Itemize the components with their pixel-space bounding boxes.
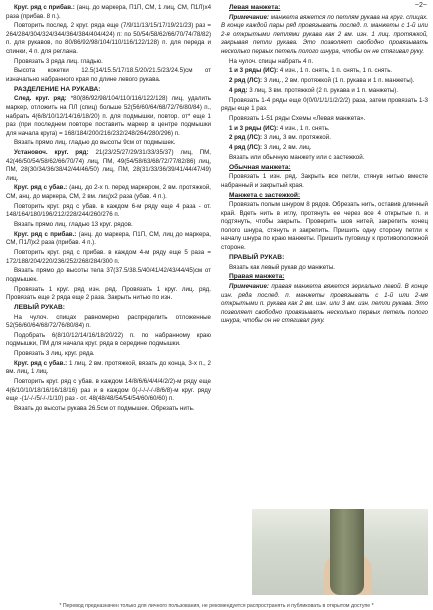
instruction-paragraph: [221, 77, 428, 86]
paragraph-text: 1 лиц, 2 вм. протяжкой, вязать до конца, 3-х п., 2 вм. лиц, 1 лиц.: [6, 359, 211, 376]
instruction-paragraph: [221, 115, 428, 124]
instruction-paragraph: [221, 144, 428, 153]
paragraph-text: Вязать прямо лиц. гладью 13 круг. рядов.: [14, 221, 133, 228]
paragraph-text: 3 лиц, 3 вм. протяжкой (2 п. рукава и 1 п. манжеты).: [247, 86, 399, 94]
instruction-paragraph: [6, 67, 211, 84]
instruction-paragraph: [6, 350, 211, 359]
row-label: Установоч. круг. ряд:: [14, 149, 89, 157]
paragraph-text: Повторить круг. ряд с убав. в каждом 6-м ряду еще 4 раза - от. 148/164/180/196/212/228/244/260/276 п.: [6, 202, 211, 219]
instruction-paragraph: [221, 264, 428, 273]
row-label: 2 ряд (ЛС):: [229, 77, 263, 85]
paragraph-text: Вязать прямо лиц. гладью до высоты 9см от подмышек.: [14, 139, 176, 147]
heading-text: Правая манжета:: [229, 273, 285, 281]
paragraph-text: Провязать 1-4 ряды еще 0(0/0/1/1/1/2/2/2) раза, затем провязать 1-3 ряды еще 1 раз.: [221, 96, 428, 113]
instruction-paragraph: [6, 332, 211, 349]
instruction-paragraph: [6, 360, 211, 377]
row-label: 4 ряд (ЛС):: [229, 144, 263, 152]
note-paragraph: [221, 283, 428, 326]
row-label: 2 ряд (ЛС):: [229, 134, 263, 142]
section-heading: [221, 254, 428, 263]
page-number: ~2~: [414, 2, 427, 9]
paragraph-text: 3 лиц., 2 вм. протяжкой (1 п. рукава и 1 п. манжеты).: [262, 77, 415, 85]
instruction-paragraph: [221, 97, 428, 114]
instruction-paragraph: [6, 286, 211, 303]
paragraph-text: Подобрать 6(8/10/12/14/16/18/20/22) п. по набранному краю подмышки, ПМ для начала круг. ряда в середине подмышки.: [6, 331, 211, 348]
paragraph-text: Вязать прямо до высоты тела 37(37.5/38.5/40/41/42/43/44/45)см от подмышек.: [6, 267, 211, 283]
instruction-paragraph: [6, 231, 211, 248]
section-heading: [221, 164, 428, 173]
heading-text: РАЗДЕЛЕНИЕ НА РУКАВА:: [14, 85, 101, 93]
instruction-paragraph: [6, 4, 211, 21]
paragraph-text: *80(86/92/98/104/110/116/122/128) лиц, удалить маркер, отложить на ПЛ (спиц) больше 52(56/60/64/68/72/76/80/84) п., набрать 4(6/8/10/12/14/16/18/20) п. для подмышки, повтор. от* еще 1 раз (при последнем повторе поставить маркер в центре подмышки для начала круга) = 168/184/200/216/232/248/264/280/296) п.: [6, 95, 211, 137]
instruction-paragraph: [221, 67, 428, 76]
right-column: [221, 4, 428, 327]
paragraph-text: Вязать как левый рукав до манжеты.: [229, 263, 336, 271]
section-heading: [221, 4, 428, 13]
instruction-paragraph: [6, 149, 211, 183]
footer-disclaimer: * Перевод предназначен только для личного пользования, не рекомендуется распространять и публиковать в открытом доступе *: [59, 603, 374, 609]
instruction-paragraph: [6, 22, 211, 56]
row-label: Примечание:: [229, 13, 269, 21]
paragraph-text: правая манжета вяжется зеркально левой. В конце изн. ряда послед. п. манжеты провязывать с 1-й или 2-мя открытыми п. рукава как 2 вм. изн. или 3 вм. изн. петли рукава. Это позволяет свободно провязывать несколько первых петель полого шнура, чтобы он не стягивал руку.: [221, 282, 428, 325]
paragraph-text: 4 изн., 1 п. снять, 1 п. снять, 1 п. снять.: [278, 67, 393, 75]
section-heading: [6, 304, 211, 313]
section-heading: [6, 86, 211, 95]
sleeve-photo: [252, 509, 428, 595]
instruction-paragraph: [6, 378, 211, 404]
paragraph-text: Провязать 3 ряда лиц. гладью.: [14, 57, 103, 65]
instruction-paragraph: [6, 267, 211, 284]
row-label: 1 и 3 ряды (ИС):: [229, 124, 279, 132]
paragraph-text: Провязать 3 лиц. круг. ряда.: [14, 350, 95, 358]
paragraph-text: На чулоч. спицы набрать 4 п.: [229, 57, 314, 65]
paragraph-text: Провязать 1 круг. ряд изн. ряд. Провязать 1 круг. лиц. ряд. Провязать еще 2 ряда еще 2 раза. Закрыть нитью по изн.: [6, 285, 211, 302]
paragraph-text: Повторить круг. ряд с убав. в каждом 14/8/6/6/4/4/4/2/2)-м ряду еще 4(6/10/10/18/16/16/18/16) раз и в каждом 0(-/-/-/-/-/8/6/8)-м круг. ряду еще -(1/-/-/5/-/-/1/10) раз - от. 48(48/48/54/54/54/60/60/60) п.: [6, 378, 211, 403]
paragraph-text: Повторить круг. ряд с прибав. в каждом 4-м ряду еще 5 раза = 172/188/204/220/236/252/268/284/300 п.: [6, 249, 211, 265]
paragraph-text: Вязать или обычную манжету или с застежкой.: [229, 153, 365, 161]
instruction-paragraph: [221, 173, 428, 190]
paragraph-text: Провязать 1-51 ряды Схемы «Левая манжета».: [229, 114, 366, 122]
instruction-paragraph: [6, 184, 211, 201]
instruction-paragraph: [6, 221, 211, 230]
row-label: След. круг. ряд:: [14, 95, 67, 103]
paragraph-text: (анц. до 2-х п. перед маркером, 2 вм. протяжкой, СМ, анц. до маркера, СМ, 2 вм. лиц)х2 раза (убав. 4 п.).: [6, 184, 211, 200]
instruction-paragraph: [221, 87, 428, 96]
instruction-paragraph: [221, 58, 428, 67]
instruction-paragraph: [221, 154, 428, 163]
row-label: Примечание:: [229, 282, 269, 290]
instruction-paragraph: [6, 58, 211, 67]
row-label: Круг. ряд с прибав.:: [14, 4, 75, 11]
paragraph-text: (анц. до маркера, П1П, СМ, 1 лиц, СМ, П1Л)х4 раза (прибав. 8 п.).: [6, 4, 212, 20]
row-label: Круг. ряд с убав.:: [14, 184, 68, 192]
paragraph-text: На чулоч. спицах равномерно распределить отложенные 52(56/60/64/68/72/76/80/84) п.: [6, 313, 211, 330]
paragraph-text: Высота кокетки 12.5(14/15.5/17/18.5/20/21.5/23/24.5)см от изначально набранного края по длине левого рукава.: [6, 67, 211, 83]
heading-text: Манжета с застежкой:: [229, 191, 301, 199]
paragraph-text: манжета вяжется по петлям рукава на круг. спицах. В конце каждой пары ряд провязывать послед. п. манжеты с 1-й или 2-я открытыми петлями рукава как 2 вм. изн. 1 лиц. протяжкой, закрывая петли рукава. Это позволяет свободно провязывать несколько первых петель полого шнура, чтобы он не стягивал руку.: [221, 13, 428, 55]
instruction-paragraph: [6, 249, 211, 266]
section-heading: [221, 192, 428, 201]
instruction-paragraph: [6, 203, 211, 220]
paragraph-text: Вязать до высоты рукава 26.5см от подмышек. Обрезать нить.: [14, 405, 195, 412]
instruction-paragraph: [6, 314, 211, 331]
paragraph-text: (анц. до маркера, П1П, СМ, лиц до маркера, СМ, П1Л)х2 раза (прибав. 4 п.).: [6, 230, 211, 247]
paragraph-text: Провязать полым шнуром 8 рядов. Обрезать нить, оставив длинный край. Вдеть нить в иглу, протянуть ее через все 4 открытые п. и подтянуть, чтобы закрыть. Проверить шов нитей, закрепить конец полого шнура, стянуть и закрепить. Пришить одну сторону петли к началу шнура по краю манжеты. Пришить пуговицу к противоположной стороне.: [221, 201, 428, 252]
paragraph-text: 4 изн., 1 п. снять.: [278, 124, 330, 132]
instruction-paragraph: [6, 139, 211, 148]
note-paragraph: [221, 14, 428, 57]
left-column: [6, 4, 211, 415]
paragraph-text: 3 лиц, 2 вм. лиц.: [262, 144, 312, 152]
row-label: 4 ряд:: [229, 86, 248, 94]
instruction-paragraph: [221, 201, 428, 252]
section-heading: [221, 273, 428, 282]
paragraph-text: Провязать 1 изн. ряд. Закрыть все петли, стянув нитью вместе набранный и закрытый края.: [221, 173, 428, 189]
paragraph-text: 3 лиц, 3 вм. протяжкой.: [262, 134, 331, 142]
instruction-paragraph: [221, 134, 428, 143]
paragraph-text: Повторить послед. 2 круг. ряда еще (7/9/11/13/15/17/19/21/23) раз = 264/284/304/324/344/364/384/404/424) п: по 50/54/58/62/66/70/74/78/82) п. для рукавов, по 80/86/92/98/104/110/116/122/128) п. для переда и спинки, 4 п. для реглана.: [6, 22, 211, 55]
row-label: Круг. ряд с убав.:: [14, 359, 68, 367]
sleeve-shape: [330, 509, 364, 595]
heading-text: Обычная манжета:: [229, 163, 291, 171]
instruction-paragraph: [221, 125, 428, 134]
instruction-paragraph: [6, 405, 211, 414]
heading-text: Левая манжета:: [229, 4, 281, 11]
heading-text: ЛЕВЫЙ РУКАВ:: [14, 303, 65, 311]
row-label: 1 и 3 ряды (ИС):: [229, 67, 279, 75]
row-label: Круг. ряд с прибав.:: [14, 230, 77, 238]
instruction-paragraph: [6, 95, 211, 138]
heading-text: ПРАВЫЙ РУКАВ:: [229, 253, 285, 261]
paragraph-text: 21(23/25/27/29/31/33/35/37) лиц, ПМ, 42(46/50/54/58/62/66/70/74) лиц, ПМ, 49(54/58/63/68/72/77/82/86) лиц, ПМ, 28(30/34/36/38/42/44/46/50) лиц, ПМ, 28(31/33/36/39/41/44/47/49) лиц.: [6, 149, 212, 182]
